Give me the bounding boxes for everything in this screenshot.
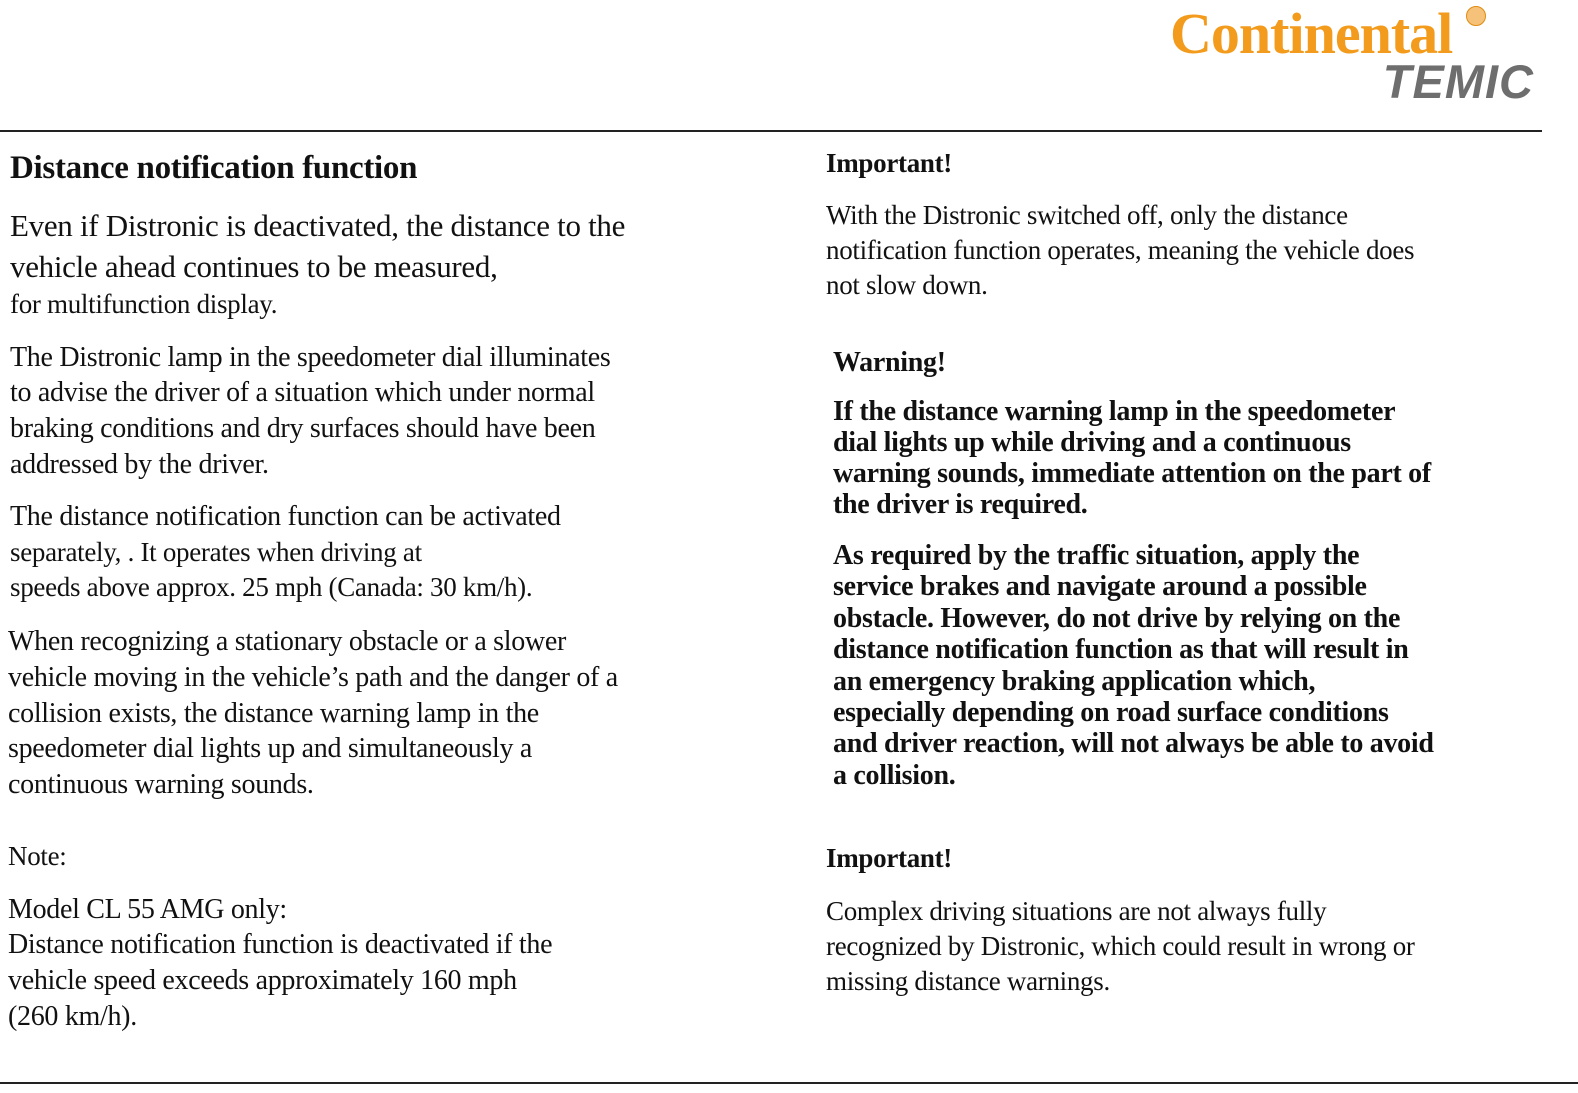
note-line-3: vehicle speed exceeds approximately 160 mph — [8, 965, 517, 996]
brand-name: Continental — [1170, 1, 1453, 66]
top-divider — [0, 130, 1542, 132]
warning2-line-1: As required by the traffic situation, apply the — [833, 540, 1360, 571]
warning1-line-2: dial lights up while driving and a continuous — [833, 427, 1351, 458]
continental-temic-logo — [1150, 0, 1550, 110]
important-heading-2: Important! — [826, 843, 952, 873]
note-line-2: Distance notification function is deactivated if the — [8, 929, 553, 960]
warning1-line-4: the driver is required. — [833, 489, 1088, 520]
warning-heading: Warning! — [833, 347, 946, 378]
warning2-line-5: an emergency braking application which, — [833, 666, 1316, 697]
recognition-line-5: continuous warning sounds. — [8, 769, 314, 800]
warning2-line-3: obstacle. However, do not drive by relying on the — [833, 603, 1401, 634]
intro-line-3: for multifunction display. — [10, 289, 278, 319]
important2-line-1: Complex driving situations are not always fully — [826, 896, 1327, 926]
activation-line-3: speeds above approx. 25 mph (Canada: 30 km/h). — [10, 572, 533, 602]
warning2-line-7: and driver reaction, will not always be able to avoid — [833, 728, 1434, 759]
activation-line-1: The distance notification function can be activated — [10, 501, 561, 532]
bottom-divider — [0, 1082, 1578, 1084]
important1-line-1: With the Distronic switched off, only the distance — [826, 200, 1348, 230]
note-line-1: Model CL 55 AMG only: — [8, 894, 287, 925]
warning2-line-8: a collision. — [833, 760, 956, 791]
section-title: Distance notification function — [10, 150, 418, 186]
lamp-line-3: braking conditions and dry surfaces should have been — [10, 413, 596, 444]
important1-line-2: notification function operates, meaning the vehicle does — [826, 235, 1415, 265]
intro-line-1: Even if Distronic is deactivated, the distance to the — [10, 208, 626, 243]
warning1-line-1: If the distance warning lamp in the speedometer — [833, 396, 1396, 427]
lamp-line-1: The Distronic lamp in the speedometer dial illuminates — [10, 342, 611, 373]
recognition-line-4: speedometer dial lights up and simultaneously a — [8, 733, 533, 764]
recognition-line-2: vehicle moving in the vehicle’s path and the danger of a — [8, 662, 618, 693]
important1-line-3: not slow down. — [826, 270, 988, 300]
activation-line-2: separately, . It operates when driving at — [10, 537, 422, 567]
important-heading-1: Important! — [826, 148, 952, 178]
warning1-line-3: warning sounds, immediate attention on the part of — [833, 458, 1431, 489]
note-line-4: (260 km/h). — [8, 1001, 137, 1032]
lamp-line-2: to advise the driver of a situation which under normal — [10, 377, 595, 408]
horse-emblem-icon — [1466, 6, 1486, 26]
important2-line-2: recognized by Distronic, which could result in wrong or — [826, 931, 1415, 961]
warning2-line-4: distance notification function as that will result in — [833, 634, 1409, 665]
important2-line-3: missing distance warnings. — [826, 966, 1110, 996]
note-label: Note: — [8, 841, 67, 871]
recognition-line-3: collision exists, the distance warning lamp in the — [8, 698, 539, 729]
lamp-line-4: addressed by the driver. — [10, 449, 269, 480]
intro-line-2: vehicle ahead continues to be measured, — [10, 249, 498, 284]
warning2-line-6: especially depending on road surface conditions — [833, 697, 1389, 728]
brand-sub: TEMIC — [1382, 55, 1534, 108]
warning2-line-2: service brakes and navigate around a possible — [833, 571, 1367, 602]
recognition-line-1: When recognizing a stationary obstacle or a slower — [8, 626, 567, 657]
